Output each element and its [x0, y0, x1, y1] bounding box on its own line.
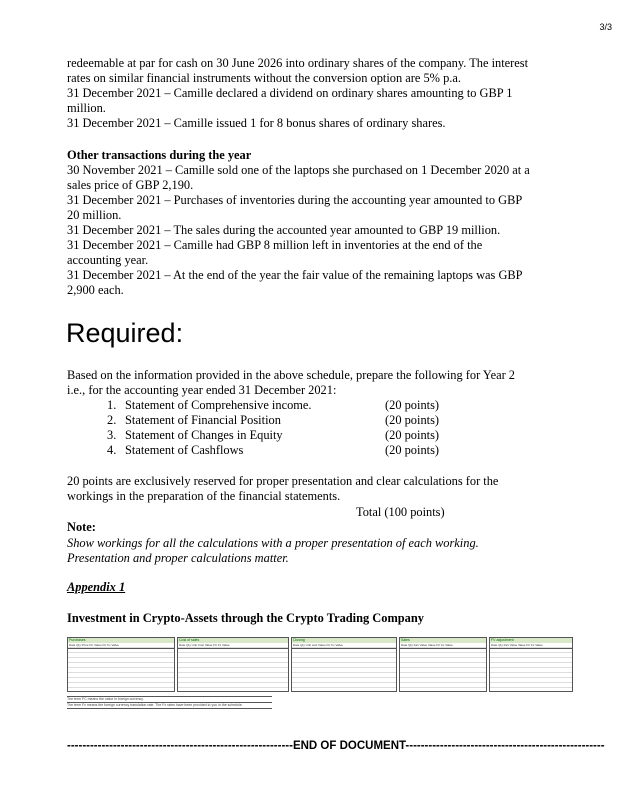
statement-item [67, 428, 565, 443]
sheet-block-sales [399, 637, 487, 692]
appendix-spreadsheet [67, 637, 574, 693]
end-of-document-line [67, 740, 605, 752]
presentation-paragraph [67, 474, 565, 504]
note-line: Presentation and proper calculations matter. [67, 551, 289, 565]
footnote-divider [67, 708, 272, 709]
statement-points: (20 points) [385, 413, 440, 427]
investment-heading: Investment in Crypto-Assets through the Crypto Trading Company [67, 611, 424, 625]
statement-label: Statement of Comprehensive income. [125, 398, 312, 412]
statements-list-wrap [67, 398, 565, 458]
statement-points: (20 points) [385, 443, 440, 457]
statement-number: 2. [107, 413, 117, 427]
sheet-block-columns: Date Qty Fair Value Value FC Fx Value [490, 643, 572, 649]
sheet-block-title: FV adjustment [490, 638, 572, 643]
note-heading: Note: [67, 520, 96, 534]
sheet-block-columns: Date Qty Unit cost Value FC Fx Value [292, 643, 396, 649]
sheet-block-cost-of-sales [177, 637, 289, 692]
sheet-block-title: Purchases [68, 638, 174, 643]
other-transactions-section [67, 148, 565, 298]
sheet-block-closing [291, 637, 397, 692]
other-line: 30 November 2021 – Camille sold one of the laptops she purchased on 1 December 2020 at a [67, 163, 530, 177]
statement-label: Statement of Financial Position [125, 413, 281, 427]
statement-points: (20 points) [385, 398, 440, 412]
intro-paragraph [67, 56, 565, 131]
end-of-document-text: END OF DOCUMENT [292, 740, 406, 752]
sheet-block-purchases [67, 637, 175, 692]
sheet-block-columns: Date Qty Price FC Value FC Fx Value [68, 643, 174, 649]
footnote: The term Fx means the foreign currency translation rate. The Fx rates have been provided to you in the schedule. [67, 703, 243, 707]
intro-line: redeemable at par for cash on 30 June 2026 into ordinary shares of the company. The interest [67, 56, 529, 70]
presentation-line: workings in the preparation of the financial statements. [67, 489, 341, 503]
other-transactions-heading: Other transactions during the year [67, 148, 252, 162]
statement-number: 1. [107, 398, 117, 412]
statement-item [67, 398, 565, 413]
statement-item [67, 413, 565, 428]
appendix-heading: Appendix 1 [67, 580, 126, 594]
other-line: 31 December 2021 – The sales during the accounted year amounted to GBP 19 million. [67, 223, 501, 237]
page-number: 3/3 [599, 22, 612, 32]
sheet-block-columns: Date Qty Unit Cost Value FC Fx Value [178, 643, 288, 649]
other-line: sales price of GBP 2,190. [67, 178, 194, 192]
presentation-line: 20 points are exclusively reserved for proper presentation and clear calculations for the [67, 474, 499, 488]
required-intro-line: i.e., for the accounting year ended 31 December 2021: [67, 383, 337, 397]
statement-number: 3. [107, 428, 117, 442]
required-intro [67, 368, 565, 398]
footnote: The term FC means the value in foreign currency. [67, 697, 144, 701]
intro-line: million. [67, 101, 106, 115]
other-line: accounting year. [67, 253, 149, 267]
note-line: Show workings for all the calculations with a proper presentation of each working. [67, 536, 479, 550]
required-heading: Required: [66, 318, 184, 348]
statement-points: (20 points) [385, 428, 440, 442]
sheet-block-title: Cost of sales [178, 638, 288, 643]
other-line: 31 December 2021 – Purchases of inventories during the accounting year amounted to GBP [67, 193, 523, 207]
other-line: 31 December 2021 – Camille had GBP 8 million left in inventories at the end of the [67, 238, 483, 252]
total-points: Total (100 points) [356, 505, 445, 519]
statements-list [67, 398, 565, 458]
other-line: 2,900 each. [67, 283, 124, 297]
intro-line: rates on similar financial instruments without the conversion option are 5% p.a. [67, 71, 461, 85]
intro-line: 31 December 2021 – Camille issued 1 for 8 bonus shares of ordinary shares. [67, 116, 446, 130]
other-line: 31 December 2021 – At the end of the year the fair value of the remaining laptops was GBP [67, 268, 523, 282]
statement-label: Statement of Changes in Equity [125, 428, 283, 442]
other-line: 20 million. [67, 208, 122, 222]
intro-line: 31 December 2021 – Camille declared a dividend on ordinary shares amounting to GBP 1 [67, 86, 513, 100]
statement-item [67, 443, 565, 458]
sheet-block-title: Closing [292, 638, 396, 643]
statement-label: Statement of Cashflows [125, 443, 244, 457]
note-body [67, 536, 567, 566]
sheet-block-title: Sales [400, 638, 486, 643]
sheet-block-fv-adjustment [489, 637, 573, 692]
sheet-block-columns: Date Qty Fair Value Value FC Fx Value [400, 643, 486, 649]
statement-number: 4. [107, 443, 117, 457]
end-dashes-right: ---------------------------------------------------- [405, 740, 605, 752]
end-dashes-left: ----------------------------------------------------------- [67, 740, 293, 752]
required-intro-line: Based on the information provided in the above schedule, prepare the following for Year 2 [67, 368, 516, 382]
